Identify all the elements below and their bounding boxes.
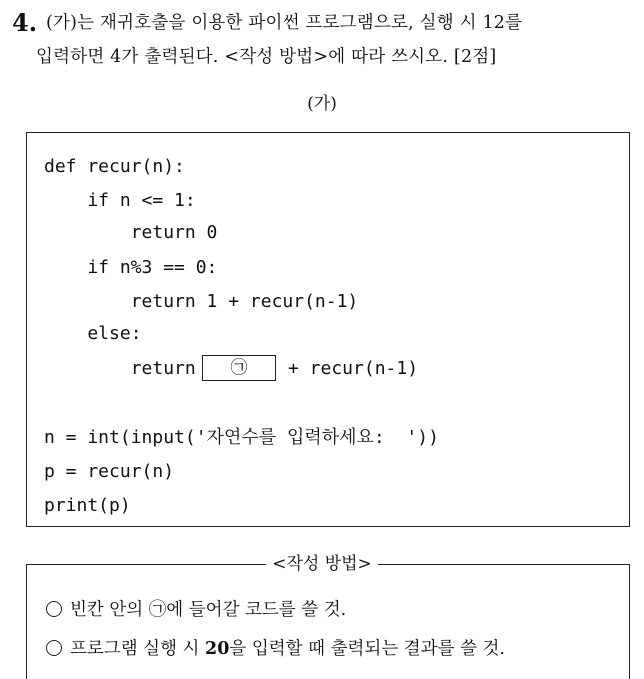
bullet-circle-icon bbox=[46, 640, 62, 656]
question-text-line-2: 입력하면 4가 출력된다. <작성 방법>에 따라 쓰시오. [2점] bbox=[36, 47, 497, 67]
method-title bbox=[0, 552, 644, 576]
question-number: 4. bbox=[12, 8, 38, 37]
method-title-text: <작성 방법> bbox=[266, 554, 378, 574]
code-line: p = recur(n) bbox=[44, 461, 175, 482]
bullet-circle-icon bbox=[46, 601, 62, 617]
code-line: else: bbox=[44, 323, 142, 344]
code-line: return 1 + recur(n-1) bbox=[44, 291, 359, 312]
code-line: print(p) bbox=[44, 495, 131, 516]
code-line: if n%3 == 0: bbox=[44, 257, 218, 278]
method-item-1-text: 빈칸 안의 ㉠에 들어갈 코드를 쓸 것. bbox=[70, 600, 347, 620]
method-item-1 bbox=[46, 597, 346, 623]
blank-marker: ㉠ bbox=[230, 358, 248, 378]
method-item-2-text-post: 을 입력할 때 출력되는 결과를 쓸 것. bbox=[229, 639, 505, 659]
method-item-2 bbox=[46, 636, 505, 662]
code-line: def recur(n): bbox=[44, 156, 185, 177]
method-item-2-number: 20 bbox=[205, 639, 230, 659]
question-text-line-1: (가)는 재귀호출을 이용한 파이썬 프로그램으로, 실행 시 12를 bbox=[46, 13, 523, 33]
figure-label: (가) bbox=[307, 94, 337, 114]
code-line: n = int(input('자연수를 입력하세요: ')) bbox=[44, 427, 439, 448]
code-line: return 0 bbox=[44, 222, 218, 243]
answer-blank-box bbox=[202, 355, 276, 381]
method-item-2-text-pre: 프로그램 실행 시 bbox=[70, 639, 206, 659]
code-line: return bbox=[44, 358, 196, 379]
code-line: + recur(n-1) bbox=[288, 358, 419, 379]
code-line: if n <= 1: bbox=[44, 190, 196, 211]
